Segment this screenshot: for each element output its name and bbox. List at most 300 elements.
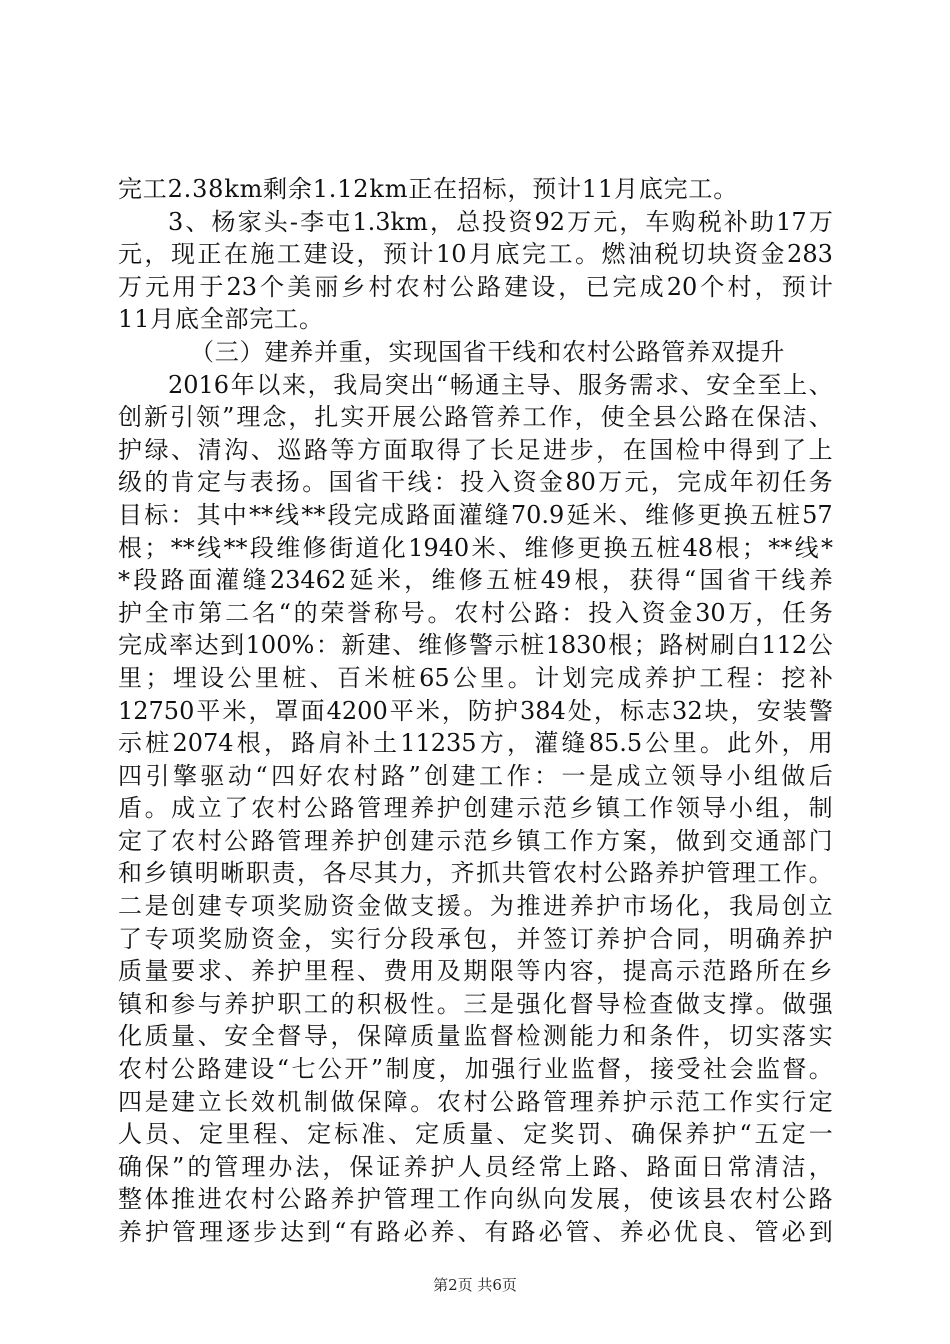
text-glyph: 同 (675, 924, 700, 953)
text-glyph: 一 (808, 1120, 833, 1149)
text-glyph: 得 (728, 435, 753, 464)
text-glyph: 场 (649, 892, 674, 921)
text-glyph: ， (622, 1185, 647, 1214)
text-glyph: 示 (118, 729, 142, 758)
text-glyph: 质 (442, 1120, 467, 1149)
text-glyph: 外 (754, 729, 779, 758)
text-glyph: 和 (118, 859, 142, 888)
text-glyph: 段 (133, 566, 158, 595)
text-glyph: 出 (410, 370, 435, 399)
text-glyph: 定 (199, 1120, 224, 1149)
text-glyph: 示 (494, 631, 519, 660)
text-glyph: 局 (755, 892, 780, 921)
text-glyph: 定 (118, 826, 142, 855)
text-glyph: 范 (702, 957, 727, 986)
text-glyph: 成 (171, 794, 196, 823)
text-glyph: 金 (357, 892, 382, 921)
text-glyph: 村 (422, 272, 447, 301)
text-glyph: 必 (403, 1218, 428, 1246)
text-line (118, 303, 833, 336)
text-glyph: 路 (406, 500, 431, 529)
text-glyph: 理 (236, 403, 261, 432)
text-glyph: 维 (417, 631, 442, 660)
text-glyph: ： (315, 631, 340, 660)
text-glyph: 洁 (781, 1152, 806, 1181)
text-glyph: 障 (383, 1087, 408, 1116)
text-glyph: 化 (543, 989, 567, 1018)
text-glyph: 维 (524, 533, 549, 562)
text-glyph: 理 (303, 826, 328, 855)
text-glyph: 纵 (516, 1185, 541, 1214)
text-glyph: 护 (430, 1152, 455, 1181)
text-glyph: 领 (196, 403, 221, 432)
text-glyph: ， (438, 1055, 463, 1084)
text-glyph: 及 (436, 957, 461, 986)
text-glyph: 荣 (320, 598, 345, 627)
text-glyph: ， (808, 1152, 833, 1181)
text-glyph: 100% (245, 631, 315, 660)
text-glyph: 里 (480, 663, 505, 692)
text-line (118, 988, 833, 1021)
text-glyph: 务 (603, 370, 628, 399)
text-glyph: 晰 (220, 859, 245, 888)
text-glyph: 车 (645, 207, 670, 236)
text-glyph: 立 (197, 1087, 222, 1116)
text-glyph: 交 (728, 826, 753, 855)
text-glyph: 警 (808, 696, 833, 725)
text-line (118, 825, 833, 858)
text-glyph: 农 (224, 1185, 249, 1214)
text-glyph: 了 (782, 435, 807, 464)
text-glyph: 程 (726, 663, 751, 692)
text-glyph: 好 (298, 761, 323, 790)
text-glyph: 优 (673, 1218, 698, 1246)
text-glyph: 擎 (172, 761, 197, 790)
text-glyph: 检 (622, 989, 647, 1018)
text-glyph: 作 (569, 826, 594, 855)
text-glyph: 65 (419, 663, 450, 692)
text-glyph: 公 (449, 272, 474, 301)
text-glyph: 农 (436, 1087, 461, 1116)
text-glyph: 足 (516, 435, 541, 464)
text-glyph: ； (144, 533, 169, 562)
text-glyph: 初 (756, 468, 781, 497)
text-glyph: 面 (300, 696, 325, 725)
text-line (118, 629, 833, 662)
text-glyph: 80 (565, 468, 596, 497)
text-glyph: 在 (782, 957, 807, 986)
text-glyph: 年 (729, 468, 754, 497)
text-glyph: ， (782, 794, 807, 823)
text-glyph: “ (334, 1218, 347, 1246)
text-glyph: 、 (392, 631, 417, 660)
text-glyph: 一 (561, 761, 586, 790)
text-glyph: 税 (654, 240, 679, 269)
text-glyph: 路 (704, 403, 729, 432)
text-glyph: 乡 (143, 859, 168, 888)
text-glyph: 达 (194, 631, 219, 660)
text-glyph: 10 (436, 240, 467, 269)
text-glyph: 做 (675, 826, 700, 855)
text-glyph: 乡 (489, 826, 514, 855)
text-glyph: 道 (355, 533, 380, 562)
body-text (118, 173, 833, 1249)
text-glyph: 成 (379, 500, 404, 529)
text-glyph: 建 (303, 240, 328, 269)
text-glyph: 受 (676, 1055, 701, 1084)
text-glyph: 称 (373, 598, 398, 627)
text-glyph: 镇 (596, 794, 621, 823)
text-glyph: 示 (516, 794, 541, 823)
text-glyph: 、 (496, 1120, 521, 1149)
text-glyph: 突 (384, 370, 409, 399)
text-glyph: ， (297, 859, 322, 888)
text-glyph: 12750 (118, 696, 195, 725)
text-glyph: 上 (808, 435, 833, 464)
text-glyph: 乡 (569, 794, 594, 823)
text-glyph: ， (404, 566, 429, 595)
text-glyph: 保 (357, 1022, 382, 1051)
text-glyph: 、 (197, 1022, 222, 1051)
text-glyph: 安 (756, 696, 781, 725)
text-glyph: ， (330, 1022, 355, 1051)
text-glyph: 管 (214, 1152, 239, 1181)
text-glyph: 48 (682, 533, 714, 562)
text-glyph: 洁 (782, 403, 807, 432)
text-glyph: 量 (144, 957, 169, 986)
text-glyph: 护 (596, 892, 621, 921)
text-glyph: 护 (145, 1218, 170, 1246)
text-glyph: 入 (614, 598, 639, 627)
text-glyph: 引 (145, 761, 170, 790)
text-glyph: 总 (456, 207, 481, 236)
text-glyph: 支 (410, 892, 435, 921)
text-glyph: ， (702, 924, 727, 953)
text-glyph: 准 (361, 1120, 386, 1149)
text-glyph: 养 (808, 566, 833, 595)
text-glyph: 四 (118, 761, 142, 790)
text-glyph: ， (288, 403, 313, 432)
text-glyph: 方 (596, 826, 621, 855)
text-glyph: 线 (275, 500, 300, 529)
text-glyph: 导 (702, 794, 727, 823)
text-glyph: 年 (230, 370, 255, 399)
text-glyph: 完 (118, 631, 142, 660)
text-glyph: 化 (675, 892, 700, 921)
text-glyph: 五 (486, 566, 511, 595)
text-glyph: 开 (344, 1055, 369, 1084)
text-glyph: 新 (341, 631, 366, 660)
text-glyph: 灌 (215, 566, 240, 595)
text-glyph: ， (429, 207, 454, 236)
text-glyph: 求 (197, 957, 222, 986)
text-glyph: 向 (543, 1185, 567, 1214)
text-glyph: 划 (562, 663, 587, 692)
text-glyph: 质 (118, 957, 142, 986)
text-glyph: ， (596, 957, 621, 986)
text-line (118, 1183, 833, 1216)
text-glyph: 、 (727, 1218, 752, 1246)
text-glyph: 高 (649, 957, 674, 986)
text-glyph: 村 (353, 761, 378, 790)
text-glyph: 刷 (710, 631, 735, 660)
text-glyph: 效 (250, 1087, 275, 1116)
text-run: 完工2.38km剩余1.12km正在招标，预计11月底完工。 (118, 175, 739, 203)
text-glyph: 作 (728, 1087, 753, 1116)
text-glyph: 、 (357, 957, 382, 986)
text-glyph: 了 (118, 924, 142, 953)
text-glyph: 乡 (808, 957, 833, 986)
text-glyph: 实 (808, 1022, 833, 1051)
text-glyph: 项 (250, 892, 275, 921)
text-glyph: 农 (728, 1185, 753, 1214)
text-glyph: 块 (704, 696, 729, 725)
text-glyph: 强 (516, 989, 541, 1018)
text-glyph: 投 (482, 207, 507, 236)
text-glyph: 护 (672, 663, 697, 692)
text-glyph: 监 (463, 1022, 488, 1051)
text-glyph: 11235 (400, 729, 477, 758)
text-glyph: 、 (224, 957, 249, 986)
text-glyph: 税 (697, 207, 722, 236)
text-glyph: 理 (241, 1152, 266, 1181)
text-glyph: 装 (782, 696, 807, 725)
text-glyph: 管 (565, 1218, 590, 1246)
text-glyph: 标 (144, 500, 169, 529)
text-glyph: 标 (334, 1120, 359, 1149)
text-glyph: 里 (118, 663, 142, 692)
text-glyph: 使 (600, 403, 625, 432)
text-glyph: 32 (672, 696, 703, 725)
text-glyph: 化 (118, 1022, 142, 1051)
text-glyph: 要 (171, 957, 196, 986)
text-glyph: 作 (649, 794, 674, 823)
text-glyph: 镇 (118, 989, 142, 1018)
text-glyph: 入 (486, 468, 511, 497)
text-glyph: 护 (357, 1185, 382, 1214)
text-glyph: 。 (808, 1055, 833, 1084)
text-glyph: 为 (489, 892, 514, 921)
text-glyph: 工 (479, 761, 504, 790)
text-glyph: ， (781, 729, 806, 758)
text-glyph: 强 (491, 1055, 516, 1084)
text-glyph: 驱 (200, 761, 225, 790)
text-glyph: 我 (333, 370, 358, 399)
text-glyph: 人 (118, 1120, 142, 1149)
text-glyph: 中 (222, 500, 247, 529)
text-glyph: 成 (703, 468, 728, 497)
text-line (118, 369, 833, 402)
text-glyph: 助 (750, 207, 775, 236)
text-glyph: 长 (224, 1087, 249, 1116)
text-glyph: 公 (603, 859, 628, 888)
text-glyph: 缝 (484, 500, 509, 529)
text-glyph: ， (441, 696, 466, 725)
text-glyph: 费 (383, 957, 408, 986)
page-footer: 第2页 共6页 (433, 1276, 517, 1294)
text-glyph: 人 (457, 1152, 482, 1181)
text-glyph: 向 (489, 1185, 514, 1214)
text-glyph: 70.9 (510, 500, 565, 529)
text-glyph: 查 (649, 989, 674, 1018)
text-glyph: ， (356, 240, 381, 269)
text-glyph: 二 (225, 598, 250, 627)
text-glyph: 路 (330, 794, 355, 823)
text-glyph: 需 (629, 370, 654, 399)
text-glyph: 、 (618, 500, 643, 529)
text-line (118, 532, 833, 565)
text-glyph: 资 (508, 207, 533, 236)
text-glyph: 于 (199, 272, 224, 301)
text-glyph: 定 (196, 468, 221, 497)
text-glyph: 、 (619, 1152, 644, 1181)
text-glyph: 1940 (408, 533, 470, 562)
text-line (118, 238, 833, 271)
text-glyph: 督 (569, 989, 594, 1018)
text-glyph: 创 (383, 826, 408, 855)
text-glyph: 护 (277, 957, 302, 986)
text-glyph: 长 (489, 435, 514, 464)
text-glyph: 干 (754, 566, 779, 595)
text-glyph: 丽 (314, 272, 339, 301)
text-glyph: 、 (172, 1120, 197, 1149)
text-glyph: ， (650, 468, 675, 497)
text-glyph: 建 (366, 631, 391, 660)
text-glyph: 导 (698, 761, 723, 790)
text-line (118, 760, 833, 793)
text-glyph: 内 (543, 957, 567, 986)
text-glyph: 设 (200, 663, 225, 692)
text-glyph: 85.5 (588, 729, 643, 758)
text-glyph: 养 (619, 1218, 644, 1246)
text-glyph: 米 (592, 500, 617, 529)
text-glyph: 定 (523, 1120, 548, 1149)
text-line (118, 890, 833, 923)
text-glyph: 步 (253, 1218, 278, 1246)
text-glyph: 督 (489, 1022, 514, 1051)
text-glyph: 桩 (145, 729, 170, 758)
text-glyph: 有 (349, 1218, 374, 1246)
text-glyph: 监 (570, 1055, 595, 1084)
text-glyph: 投 (588, 598, 613, 627)
text-glyph: 订 (569, 924, 594, 953)
text-glyph: 推 (171, 1185, 196, 1214)
text-glyph: 检 (675, 435, 700, 464)
text-glyph: ， (307, 370, 332, 399)
text-glyph: 预 (383, 240, 407, 269)
text-glyph: 。 (302, 468, 327, 497)
text-glyph: “ (739, 1120, 752, 1149)
text-glyph: 励 (224, 924, 249, 953)
text-glyph: 112 (761, 631, 808, 660)
text-glyph: 个 (260, 272, 285, 301)
text-glyph: 完 (353, 500, 378, 529)
text-glyph: 桩 (282, 663, 307, 692)
text-glyph: 畅 (449, 370, 474, 399)
text-glyph: 路 (516, 1087, 541, 1116)
text-glyph: 到 (755, 435, 780, 464)
text-glyph: 示 (675, 957, 700, 986)
text-line (118, 695, 833, 728)
text-glyph: 小 (726, 761, 751, 790)
text-glyph: ” (172, 1152, 185, 1181)
text-line (118, 857, 833, 890)
text-glyph: 展 (596, 1185, 621, 1214)
text-glyph: ** (170, 533, 195, 562)
text-glyph: 根 (236, 729, 261, 758)
text-glyph: 主 (501, 370, 526, 399)
text-glyph: 作 (783, 859, 808, 888)
text-glyph: 和 (622, 1022, 647, 1051)
text-glyph: 安 (224, 1022, 249, 1051)
text-glyph: 384 (520, 696, 566, 725)
text-glyph: 进 (197, 1185, 222, 1214)
text-glyph: 农 (250, 794, 275, 823)
text-glyph: 养 (569, 892, 594, 921)
text-glyph: 养 (403, 1152, 428, 1181)
text-line (118, 1151, 833, 1184)
text-glyph: 已 (585, 272, 610, 301)
text-line (118, 955, 833, 988)
text-glyph: 养 (250, 957, 275, 986)
text-glyph: 通 (755, 826, 780, 855)
text-glyph: 组 (753, 761, 778, 790)
text-line (118, 466, 833, 499)
text-glyph: ， (424, 859, 449, 888)
text-glyph: 日 (700, 1152, 725, 1181)
text-glyph: 成 (143, 631, 168, 660)
text-glyph: 根 (574, 566, 599, 595)
text-glyph: 明 (194, 859, 219, 888)
text-run: 11月底全部完工。 (118, 305, 324, 334)
text-glyph: 修 (550, 533, 575, 562)
text-glyph: 念 (262, 403, 287, 432)
text-glyph: 创 (782, 892, 807, 921)
text-glyph: 了 (144, 826, 169, 855)
text-glyph: ： (170, 500, 195, 529)
text-glyph: 路 (808, 1185, 833, 1214)
text-glyph: 。 (808, 859, 833, 888)
text-glyph: 线 (781, 566, 806, 595)
text-glyph: ” (408, 761, 421, 790)
text-glyph: 村 (578, 859, 603, 888)
text-glyph: 二 (118, 892, 142, 921)
text-glyph: 督 (782, 1055, 807, 1084)
text-glyph: 路 (444, 403, 469, 432)
text-glyph: 全 (731, 370, 756, 399)
text-glyph: 平 (196, 696, 221, 725)
text-glyph: 、 (309, 663, 334, 692)
text-glyph: 奖 (277, 892, 302, 921)
text-glyph: 公 (418, 403, 443, 432)
text-glyph: 管 (543, 1087, 567, 1116)
text-glyph: 维 (276, 533, 301, 562)
text-glyph: 各 (322, 859, 347, 888)
text-glyph: 分 (383, 924, 408, 953)
text-glyph: 农 (326, 761, 351, 790)
text-glyph: 村 (463, 1087, 488, 1116)
text-glyph: ， (507, 729, 532, 758)
text-line (118, 206, 833, 239)
text-glyph: 缝 (242, 566, 267, 595)
text-glyph: 职 (277, 989, 302, 1018)
text-glyph: 干 (381, 468, 406, 497)
text-glyph: 理 (199, 1218, 224, 1246)
text-glyph: 平 (389, 696, 414, 725)
text-glyph: 省 (726, 566, 751, 595)
text-line (118, 662, 833, 695)
text-glyph: 表 (249, 468, 274, 497)
